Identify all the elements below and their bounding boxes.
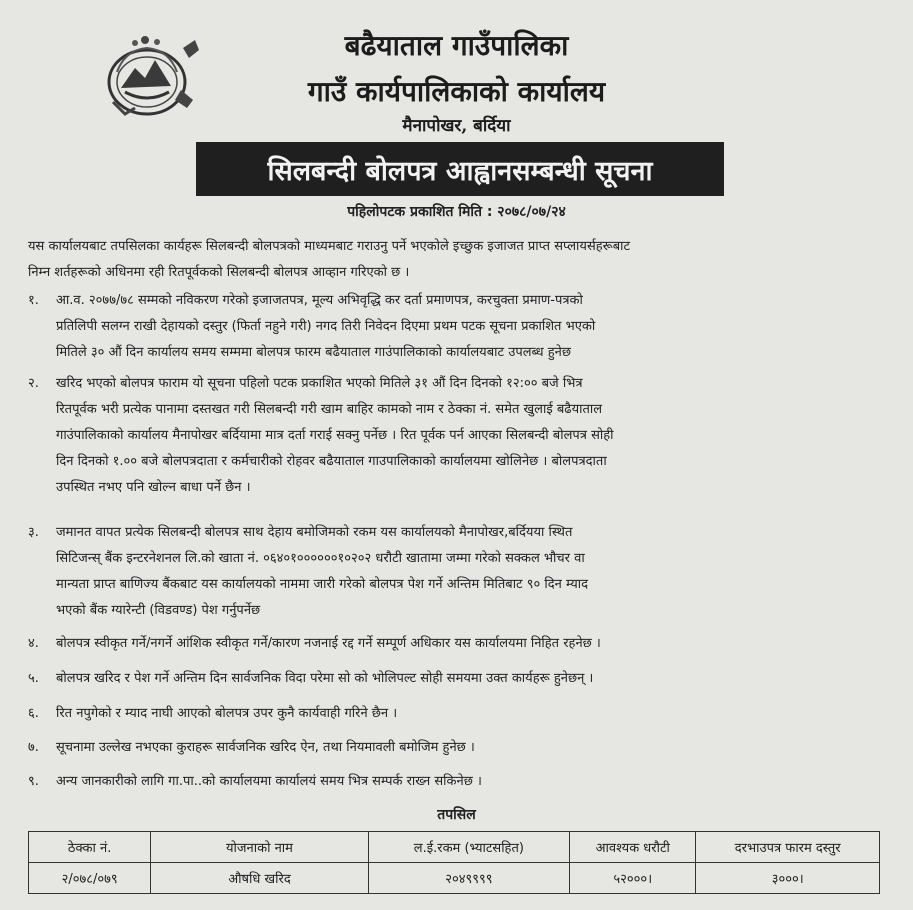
intro-line-2: निम्न शर्तहरूको अधिनमा रही रितपूर्वकको सिलबन्दी बोलपत्र आव्हान गरिएको छ ।	[28, 265, 410, 280]
condition-number: ५.	[28, 671, 39, 686]
table-cell: २/०७८/०७९	[29, 863, 151, 894]
schedule-table	[28, 831, 880, 894]
table-cell: औषधि खरिद	[151, 863, 368, 894]
condition-text-line: बोलपत्र खरिद र पेश गर्ने अन्तिम दिन सार्वजनिक विदा परेमा सो को भोलिपल्ट सोही समयमा उक्त कार्यहरू हुनेछन् ।	[56, 671, 594, 686]
condition-item-3	[28, 520, 888, 626]
condition-text-line: खरिद भएको बोलपत्र फाराम यो सूचना पहिलो पटक प्रकाशित भएको मितिले ३१ औं दिन दिनको १२:०० बजे भित्र	[56, 376, 583, 391]
condition-text-line: रित नपुगेको र म्याद नाघी आएको बोलपत्र उपर कुनै कार्यवाही गरिने छैन ।	[56, 706, 398, 721]
condition-number: ६.	[28, 706, 39, 721]
publish-date: पहिलोपटक प्रकाशित मिति : २०७८/०७/२४	[347, 204, 566, 220]
table-header: दरभाउपत्र फारम दस्तुर	[696, 832, 880, 863]
table-header: आवश्यक धरौटी	[570, 832, 696, 863]
intro-line-1: यस कार्यालयबाट तपसिलका कार्यहरू सिलबन्दी बोलपत्रको माध्यमबाट गराउनु पर्ने भएकोले इच्छुक इजाजत प्राप्त सप्लायर्सहरूबाट	[28, 239, 631, 254]
condition-text-line: प्रतिलिपी सलग्न राखी देहायको दस्तुर (फिर्ता नहुने गरी) नगद तिरी निवेदन दिएमा प्रथम पटक सूचना प्रकाशित भएको	[56, 319, 596, 334]
condition-text-line: दिन दिनको १.०० बजे बोलपत्रदाता र कर्मचारीको रोहवर बढैयाताल गाउपालिकाको कार्यालयमा खोलिनेछ । बोलपत्रदाता	[56, 454, 607, 469]
table-row	[29, 863, 880, 894]
condition-text-line: उपस्थित नभए पनि खोल्न बाधा पर्ने छैन ।	[56, 480, 251, 495]
condition-item-2	[28, 371, 888, 503]
notice-title: सिलबन्दी बोलपत्र आह्वानसम्बन्धी सूचना	[267, 156, 653, 187]
condition-text-line: सूचनामा उल्लेख नभएका कुराहरू सार्वजनिक खरिद ऐन, तथा नियमावली बमोजिम हुनेछ ।	[56, 740, 475, 755]
table-header: ल.ई.रकम (भ्याटसहित)	[368, 832, 570, 863]
condition-item-1	[28, 288, 888, 368]
condition-text-line: मान्यता प्राप्त बाणिज्य बैंकबाट यस कार्यालयको नाममा जारी गरेको बोलपत्र पेश गर्ने अन्तिम मितिबाट ९० दिन म्याद	[56, 577, 589, 592]
condition-text-line: जमानत वापत प्रत्येक सिलबन्दी बोलपत्र साथ देहाय बमोजिमको रकम यस कार्यालयको मैनापोखर,बर्दियया स्थित	[56, 525, 573, 540]
condition-text-line: बोलपत्र स्वीकृत गर्ने/नगर्ने आंशिक स्वीकृत गर्ने/कारण नजनाई रद्द गर्ने सम्पूर्ण अधिकार यस कार्यालयमा निहित रहनेछ ।	[56, 636, 601, 651]
condition-number: ९.	[28, 774, 39, 789]
office-name: गाउँ कार्यपालिकाको कार्यालय	[307, 75, 606, 108]
municipality-name: बढैयाताल गाउँपालिका	[344, 29, 569, 62]
table-header: योजनाको नाम	[151, 832, 368, 863]
table-header: ठेक्का नं.	[29, 832, 151, 863]
table-cell: ३०००।	[696, 863, 880, 894]
condition-number: ४.	[28, 636, 39, 651]
office-address: मैनापोखर, बर्दिया	[402, 116, 511, 136]
condition-text-line: भएको बैंक ग्यारेन्टी (विडवण्ड) पेश गर्नुपर्नेछ	[56, 603, 261, 618]
condition-number: १.	[28, 293, 39, 308]
condition-number: २.	[28, 376, 39, 391]
table-header-row	[29, 832, 880, 863]
schedule-caption: तपसिल	[437, 807, 476, 823]
condition-number: ७.	[28, 740, 39, 755]
condition-text-line: रितपूर्वक भरी प्रत्येक पानामा दस्तखत गरी सिलबन्दी गरी खाम बाहिर कामको नाम र ठेक्का नं. समेत खुलाई बढैयाताल	[56, 402, 603, 417]
condition-text-line: सिटिजन्स् बैंक इन्टरनेशनल लि.को खाता नं. ०६४०१००००००१०२०२ धरौटी खातामा जम्मा गरेको सक्कल भौचर वा	[56, 551, 585, 566]
condition-text-line: गाउंपालिकाको कार्यालय मैनापोखर बर्दियामा मात्र दर्ता गराई सक्नु पर्नेछ । रित पूर्वक पर्न आएका सिलबन्दी बोलपत्र सोही	[56, 428, 614, 443]
condition-text-line: मितिले ३० औं दिन कार्यालय समय सम्ममा बोलपत्र फारम बढैयाताल गाउंपालिकाको कार्यालयबाट उपलब्ध हुनेछ	[56, 345, 571, 360]
condition-text-line: अन्य जानकारीको लागि गा.पा..को कार्यालयमा कार्यालयं समय भित्र सम्पर्क राख्न सकिनेछ ।	[56, 774, 482, 789]
table-cell: २०४९९९९	[368, 863, 570, 894]
condition-text-line: आ.व. २०७७/७८ सम्मको नविकरण गरेको इजाजतपत्र, मूल्य अभिवृद्धि कर दर्ता प्रमाणपत्र, करचुक्ता प्रमाण-पत्रको	[56, 293, 583, 308]
condition-number: ३.	[28, 525, 39, 540]
notice-title-banner	[196, 142, 724, 196]
table-cell: ५२०००।	[570, 863, 696, 894]
